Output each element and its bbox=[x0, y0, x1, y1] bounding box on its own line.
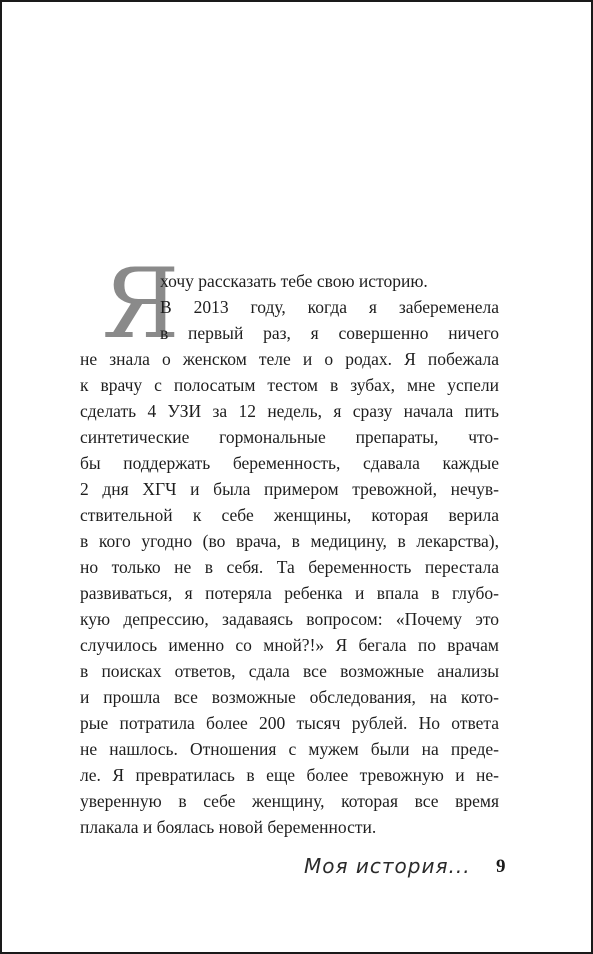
text-line: ле. Я превратилась в еще более тревожную и не- bbox=[80, 765, 499, 785]
text-line: в поисках ответов, сдала все возможные анализы bbox=[80, 661, 499, 681]
text-line: бы поддержать беременность, сдавала каждые bbox=[80, 453, 499, 473]
page-number: 9 bbox=[496, 856, 506, 877]
text-line: в первый раз, я совершенно ничего bbox=[160, 323, 499, 343]
text-line: и прошла все возможные обследования, на кото- bbox=[80, 687, 499, 707]
text-line: в кого угодно (во врача, в медицину, в лекарства), bbox=[80, 531, 499, 551]
running-head: Моя история... bbox=[304, 854, 471, 878]
text-line: В 2013 году, когда я забеременела bbox=[160, 297, 499, 317]
drop-cap: Я bbox=[102, 248, 180, 360]
text-line: хочу рассказать тебе свою историю. bbox=[160, 271, 428, 291]
text-line: не знала о женском теле и о родах. Я побежала bbox=[80, 349, 499, 369]
text-line: 2 дня ХГЧ и была примером тревожной, нечув- bbox=[80, 479, 499, 499]
text-line: не нашлось. Отношения с мужем были на преде- bbox=[80, 739, 499, 759]
text-line: рые потратила более 200 тысяч рублей. Но ответа bbox=[80, 713, 499, 733]
text-line: развиваться, я потеряла ребенка и впала в глубо- bbox=[80, 583, 499, 603]
text-line: уверенную в себе женщину, которая все время bbox=[80, 791, 499, 811]
text-line: к врачу с полосатым тестом в зубах, мне успели bbox=[80, 375, 499, 395]
text-line: сделать 4 УЗИ за 12 недель, я сразу начала пить bbox=[80, 401, 499, 421]
text-line: случилось именно со мной?!» Я бегала по врачам bbox=[80, 635, 499, 655]
text-line: но только не в себя. Та беременность перестала bbox=[80, 557, 499, 577]
text-line: кую депрессию, задаваясь вопросом: «Почему это bbox=[80, 609, 499, 629]
text-line: синтетические гормональные препараты, что- bbox=[80, 427, 499, 447]
text-line: плакала и боялась новой беременности. bbox=[80, 817, 377, 837]
text-line: ствительной к себе женщины, которая верила bbox=[80, 505, 499, 525]
